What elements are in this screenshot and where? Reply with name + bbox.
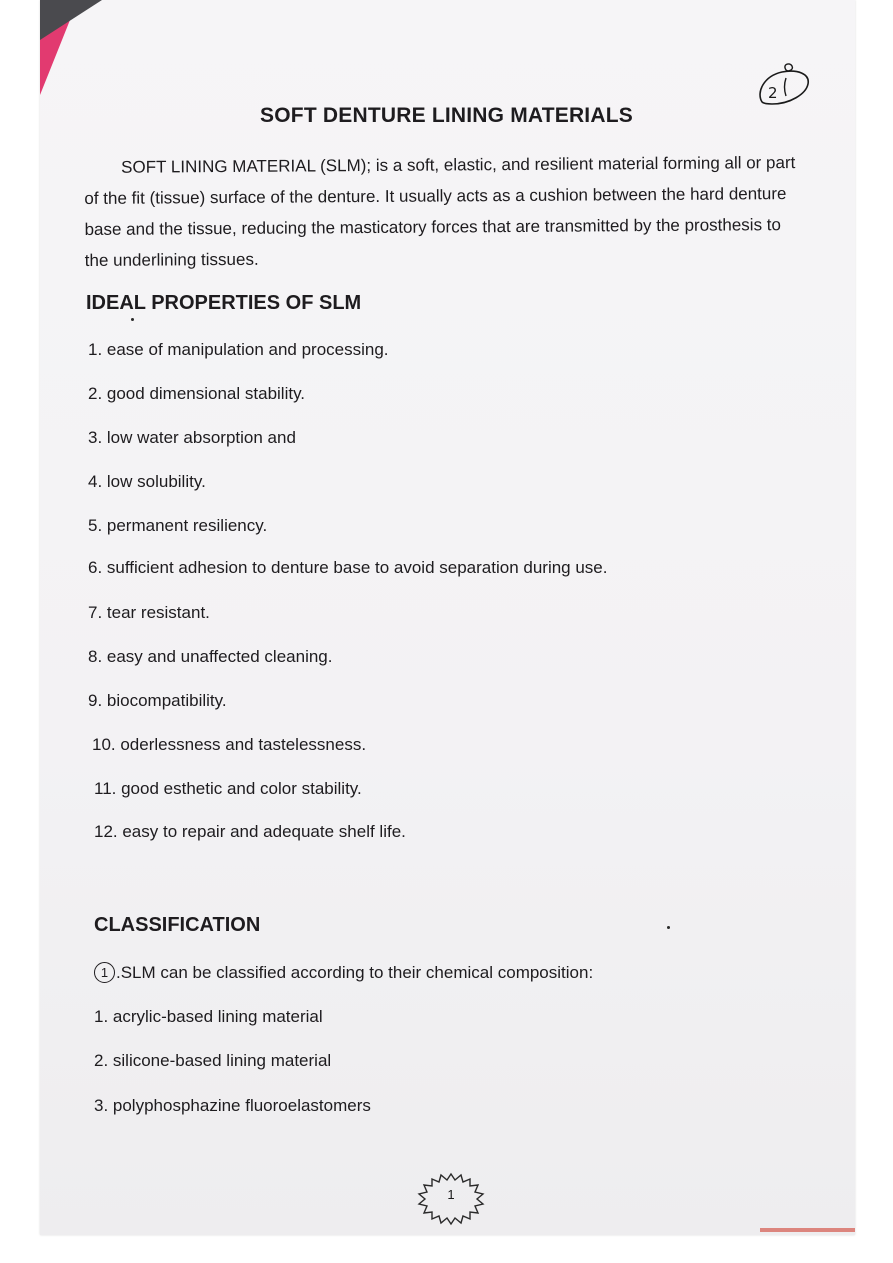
classification-intro bbox=[94, 962, 593, 983]
list-item: 1. acrylic-based lining material bbox=[94, 1007, 323, 1026]
corner-shadow-decoration bbox=[40, 0, 102, 40]
ideal-properties-heading: IDEAL PROPERTIES OF SLM bbox=[86, 292, 362, 314]
edge-mark-decoration bbox=[760, 1228, 855, 1232]
list-item: 1. ease of manipulation and processing. bbox=[88, 340, 389, 359]
classification-intro-text: .SLM can be classified according to their chemical composition: bbox=[116, 962, 594, 982]
speck-decoration bbox=[667, 926, 670, 929]
page-title: SOFT DENTURE LINING MATERIALS bbox=[260, 104, 633, 127]
list-item: 5. permanent resiliency. bbox=[88, 516, 268, 535]
classification-heading: CLASSIFICATION bbox=[94, 914, 261, 936]
speck-decoration bbox=[131, 318, 134, 321]
list-item: 7. tear resistant. bbox=[88, 603, 210, 622]
list-item: 4. low solubility. bbox=[88, 472, 206, 491]
list-item: 11. good esthetic and color stability. bbox=[94, 779, 362, 798]
page-mark-number: 2 bbox=[768, 84, 778, 102]
list-item: 6. sufficient adhesion to denture base to avoid separation during use. bbox=[88, 558, 608, 577]
list-item: 12. easy to repair and adequate shelf life. bbox=[94, 822, 406, 841]
list-item: 3. polyphosphazine fluoroelastomers bbox=[94, 1096, 371, 1115]
list-item: 10. oderlessness and tastelessness. bbox=[92, 735, 367, 754]
page-number: 1 bbox=[447, 1187, 455, 1202]
list-item: 2. good dimensional stability. bbox=[88, 384, 306, 403]
list-item: 3. low water absorption and bbox=[88, 428, 296, 447]
list-item: 9. biocompatibility. bbox=[88, 691, 227, 710]
intro-paragraph: SOFT LINING MATERIAL (SLM); is a soft, elastic, and resilient material forming all or part of the fit (tissue) surface of the denture. It usually acts as a cushion between the hard denture base and the tissue, reducing the masticatory forces that are transmitted by the prosthesis to the underlining tissues. bbox=[84, 153, 796, 270]
circled-number-marker: 1 bbox=[94, 962, 115, 983]
list-item: 2. silicone-based lining material bbox=[94, 1051, 332, 1070]
list-item: 8. easy and unaffected cleaning. bbox=[88, 647, 333, 666]
